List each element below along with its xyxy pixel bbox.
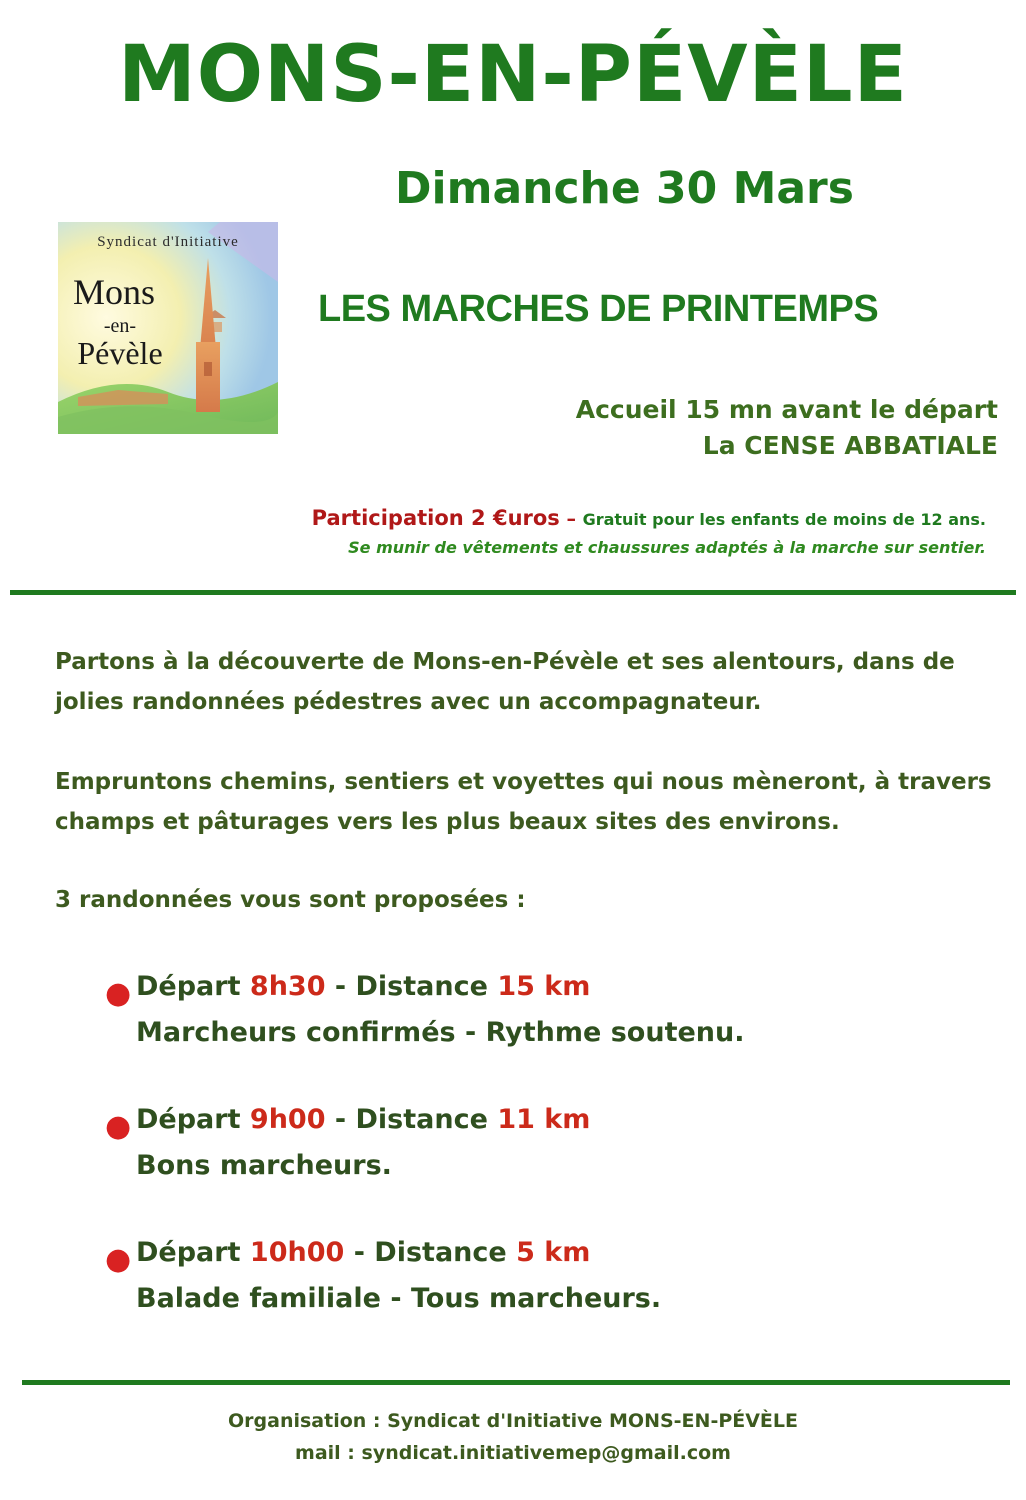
poster-title: MONS-EN-PÉVÈLE	[118, 30, 908, 120]
walk-item	[105, 1230, 661, 1322]
distance-label: - Distance	[334, 971, 488, 1002]
distance-label: - Distance	[334, 1104, 488, 1135]
logo-line-3: -en-	[103, 315, 137, 337]
depart-label: Départ	[136, 1104, 241, 1135]
logo-line-4: Pévèle	[77, 335, 163, 371]
free-for-children: Gratuit pour les enfants de moins de 12 ans.	[582, 510, 986, 529]
footer	[0, 1405, 1026, 1469]
walk-description: Balade familiale - Tous marcheurs.	[136, 1283, 662, 1314]
fees-block	[312, 504, 986, 562]
walk-item	[105, 964, 745, 1056]
bullet-dot-icon: ●	[105, 1109, 132, 1144]
equipment-advice: Se munir de vêtements et chaussures adaptés à la marche sur sentier.	[348, 538, 986, 557]
meeting-place: La CENSE ABBATIALE	[702, 431, 998, 460]
organisation-credit: Organisation : Syndicat d'Initiative MONS-EN-PÉVÈLE	[228, 1410, 798, 1432]
divider-top	[10, 590, 1016, 595]
event-name: LES MARCHES DE PRINTEMPS	[318, 288, 879, 330]
walk-time: 9h00	[249, 1104, 326, 1135]
event-date: Dimanche 30 Mars	[395, 163, 854, 214]
contact-email: mail : syndicat.initiativemep@gmail.com	[295, 1442, 731, 1464]
depart-label: Départ	[136, 1237, 241, 1268]
walk-description: Marcheurs confirmés - Rythme soutenu.	[136, 1017, 745, 1048]
walk-time: 8h30	[249, 971, 326, 1002]
walk-distance: 15 km	[497, 971, 591, 1002]
walk-time: 10h00	[249, 1237, 345, 1268]
church-steeple-landscape-icon	[58, 222, 278, 434]
intro-paragraph-1: Partons à la découverte de Mons-en-Pévèle et ses alentours, dans de jolies randonnées pédestres avec un accompagnateur.	[55, 649, 955, 715]
participation-fee: Participation 2 €uros	[311, 506, 560, 530]
syndicat-logo	[58, 222, 278, 434]
bullet-dot-icon: ●	[105, 1242, 132, 1277]
walk-distance: 11 km	[497, 1104, 591, 1135]
walk-item	[105, 1097, 590, 1189]
welcome-block	[576, 392, 998, 464]
logo-line-2: Mons	[72, 272, 156, 312]
logo-line-1: Syndicat d'Initiative	[97, 234, 239, 250]
intro-paragraph-2: Empruntons chemins, sentiers et voyettes qui nous mèneront, à travers champs et pâturages vers les plus beaux sites des environs.	[55, 769, 992, 835]
walk-distance: 5 km	[516, 1237, 591, 1268]
divider-bottom	[22, 1380, 1010, 1385]
fee-separator: –	[566, 508, 576, 530]
welcome-time: Accueil 15 mn avant le départ	[575, 395, 998, 424]
depart-label: Départ	[136, 971, 241, 1002]
walks-intro: 3 randonnées vous sont proposées :	[55, 887, 526, 913]
distance-label: - Distance	[353, 1237, 507, 1268]
bullet-dot-icon: ●	[105, 976, 132, 1011]
walk-description: Bons marcheurs.	[136, 1150, 392, 1181]
